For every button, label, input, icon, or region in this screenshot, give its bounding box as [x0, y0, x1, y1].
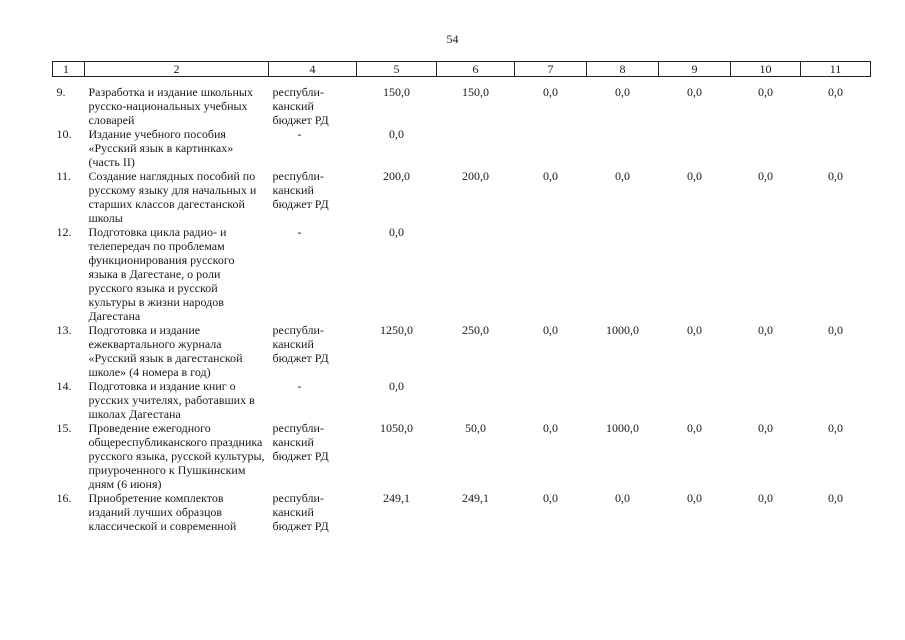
row-number: 12.: [56, 225, 72, 239]
value-cell: 0,0: [615, 169, 630, 183]
column-header-3: 4: [269, 62, 357, 77]
value-cell: 0,0: [828, 169, 843, 183]
row-number: 11.: [56, 169, 72, 183]
column-header-7: 8: [587, 62, 659, 77]
funding-source: республи-канский бюджет РД: [272, 85, 329, 127]
table-row: [53, 225, 871, 323]
page-number: 54: [446, 32, 459, 46]
value-cell: 0,0: [687, 169, 702, 183]
value-cell: 200,0: [383, 169, 410, 183]
value-cell: [659, 225, 731, 323]
measure-description: Приобретение комплектов изданий лучших образцов классической и современной: [88, 491, 237, 533]
value-cell: 0,0: [389, 379, 404, 393]
funding-source: республи-канский бюджет РД: [272, 421, 329, 463]
value-cell: [437, 379, 515, 421]
table-row: [53, 421, 871, 491]
measure-description: Подготовка и издание ежеквартального журнала «Русский язык в дагестанской школе» (4 номера в год): [88, 323, 243, 379]
column-header-6: 7: [515, 62, 587, 77]
value-cell: 0,0: [687, 421, 702, 435]
value-cell: [437, 225, 515, 323]
value-cell: [801, 225, 871, 323]
value-cell: 0,0: [543, 85, 558, 99]
funding-source: -: [297, 225, 302, 239]
value-cell: 150,0: [383, 85, 410, 99]
row-number: 10.: [56, 127, 72, 141]
column-header-9: 10: [731, 62, 801, 77]
row-number: 16.: [56, 491, 72, 505]
value-cell: 0,0: [389, 225, 404, 239]
value-cell: 0,0: [389, 127, 404, 141]
value-cell: 0,0: [543, 421, 558, 435]
value-cell: 0,0: [758, 169, 773, 183]
value-cell: [659, 127, 731, 169]
value-cell: [587, 225, 659, 323]
value-cell: [587, 379, 659, 421]
table-body: [53, 77, 871, 534]
value-cell: 1000,0: [606, 421, 639, 435]
value-cell: 250,0: [462, 323, 489, 337]
value-cell: 0,0: [543, 491, 558, 505]
value-cell: [515, 225, 587, 323]
value-cell: 0,0: [758, 421, 773, 435]
value-cell: 1050,0: [380, 421, 413, 435]
value-cell: 249,1: [383, 491, 410, 505]
value-cell: [731, 225, 801, 323]
measure-description: Подготовка цикла радио- и телепередач по проблемам функционирования русского языка в Дагестане, о роли русского языка и русской культуры в жизни народов Дагестана: [88, 225, 235, 323]
value-cell: 0,0: [615, 85, 630, 99]
measure-description: Проведение ежегодного общереспубликанского праздника русского языка, русской культуры, приуроченного к Пушкинским дням (6 июня): [88, 421, 265, 491]
value-cell: [801, 379, 871, 421]
value-cell: 0,0: [543, 169, 558, 183]
table-row: [53, 323, 871, 379]
table-row: [53, 379, 871, 421]
measure-description: Подготовка и издание книг о русских учителях, работавших в школах Дагестана: [88, 379, 255, 421]
row-number: 13.: [56, 323, 72, 337]
value-cell: 249,1: [462, 491, 489, 505]
funding-source: -: [297, 379, 302, 393]
value-cell: 150,0: [462, 85, 489, 99]
value-cell: 0,0: [758, 323, 773, 337]
table-row: [53, 491, 871, 533]
measure-description: Создание наглядных пособий по русскому языку для начальных и старших классов дагестанской школы: [88, 169, 257, 225]
value-cell: [731, 127, 801, 169]
value-cell: 0,0: [615, 491, 630, 505]
funding-source: республи-канский бюджет РД: [272, 323, 329, 365]
value-cell: 0,0: [828, 323, 843, 337]
column-header-1: 1: [53, 62, 85, 77]
column-header-4: 5: [357, 62, 437, 77]
budget-table: [52, 61, 871, 533]
value-cell: [515, 379, 587, 421]
value-cell: [731, 379, 801, 421]
column-header-2: 2: [85, 62, 269, 77]
row-number: 9.: [56, 85, 66, 99]
value-cell: 1250,0: [380, 323, 413, 337]
column-header-10: 11: [801, 62, 871, 77]
value-cell: 0,0: [687, 85, 702, 99]
table-row: [53, 77, 871, 128]
funding-source: -: [297, 127, 302, 141]
value-cell: [587, 127, 659, 169]
value-cell: [437, 127, 515, 169]
value-cell: 0,0: [828, 85, 843, 99]
row-number: 14.: [56, 379, 72, 393]
table-row: [53, 127, 871, 169]
column-header-5: 6: [437, 62, 515, 77]
measure-description: Разработка и издание школьных русско-национальных учебных словарей: [88, 85, 253, 127]
value-cell: [801, 127, 871, 169]
funding-source: республи-канский бюджет РД: [272, 169, 329, 211]
value-cell: 0,0: [828, 491, 843, 505]
value-cell: 0,0: [687, 491, 702, 505]
measure-description: Издание учебного пособия «Русский язык в картинках» (часть II): [88, 127, 234, 169]
funding-source: республи-канский бюджет РД: [272, 491, 329, 533]
value-cell: 0,0: [758, 491, 773, 505]
value-cell: [515, 127, 587, 169]
value-cell: [659, 379, 731, 421]
value-cell: 0,0: [687, 323, 702, 337]
value-cell: 0,0: [543, 323, 558, 337]
table-header-row: [53, 62, 871, 77]
value-cell: 200,0: [462, 169, 489, 183]
row-number: 15.: [56, 421, 72, 435]
value-cell: 50,0: [465, 421, 486, 435]
value-cell: 0,0: [758, 85, 773, 99]
column-header-8: 9: [659, 62, 731, 77]
table-row: [53, 169, 871, 225]
value-cell: 1000,0: [606, 323, 639, 337]
value-cell: 0,0: [828, 421, 843, 435]
